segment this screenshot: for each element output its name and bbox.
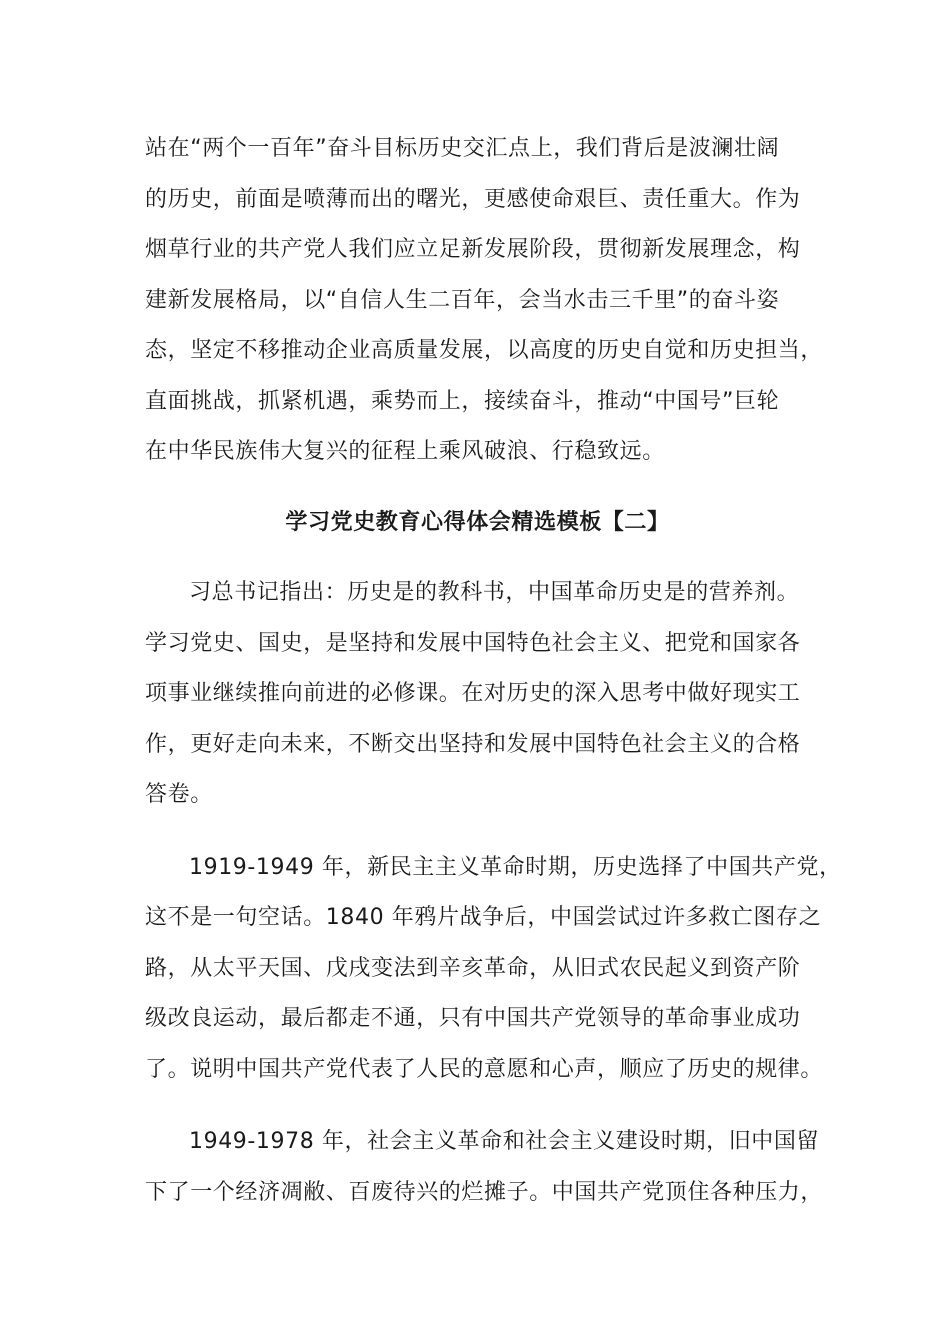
paragraph-line: 在中华民族伟大复兴的征程上乘风破浪、行稳致远。 (145, 439, 665, 464)
spacer (145, 478, 810, 498)
paragraph-line: 态，坚定不移推动企业高质量发展，以高度的历史自觉和历史担当， (145, 338, 824, 363)
paragraph-line: 站在“两个一百年”奋斗目标历史交汇点上，我们背后是波澜壮阔 (145, 136, 780, 161)
paragraph-line: 直面挑战，抓紧机遇，乘势而上，接续奋斗，推动“中国号”巨轮 (145, 388, 780, 414)
paragraph-line: 项事业继续推向前进的必修课。在对历史的深入思考中做好现实工 (145, 681, 801, 706)
paragraph-line: 路，从太平天国、戊戌变法到辛亥革命，从旧式农民起义到资产阶 (145, 955, 801, 981)
paragraph-4 (145, 1117, 824, 1218)
paragraph-line: 烟草行业的共产党人我们应立足新发展阶段，贯彻新发展理念，构 (145, 237, 801, 262)
paragraph-3 (145, 843, 842, 1096)
section-heading: 学习党史教育心得体会精选模板【二】 (285, 509, 670, 535)
spacer (145, 1095, 810, 1117)
paragraph-line: 1949-1978 年，社会主义革命和社会主义建设时期，旧中国留 (189, 1129, 820, 1154)
paragraph-line: 1919-1949 年，新民主主义革命时期，历史选择了中国共产党， (189, 854, 842, 880)
spacer (145, 821, 810, 843)
paragraph-1 (145, 124, 824, 478)
paragraph-line: 了。说明中国共产党代表了人民的意愿和心声，顺应了历史的规律。 (145, 1056, 824, 1082)
paragraph-line: 习总书记指出：历史是的教科书，中国革命历史是的营养剂。 (189, 580, 800, 605)
paragraph-line: 建新发展格局，以“自信人生二百年，会当水击三千里”的奋斗姿 (145, 287, 780, 313)
document-body (145, 124, 842, 1218)
paragraph-line: 的历史，前面是喷薄而出的曙光，更感使命艰巨、责任重大。作为 (145, 186, 801, 212)
paragraph-line: 答卷。 (145, 782, 213, 807)
paragraph-line: 作，更好走向未来，不断交出坚持和发展中国特色社会主义的合格 (145, 731, 801, 757)
paragraph-2 (145, 568, 810, 821)
paragraph-line: 级改良运动，最后都走不通，只有中国共产党领导的革命事业成功 (145, 1006, 801, 1031)
paragraph-line: 这不是一句空话。1840 年鸦片战争后，中国尝试过许多救亡图存之 (145, 905, 822, 930)
spacer (145, 548, 810, 568)
paragraph-line: 下了一个经济凋敝、百废待兴的烂摊子。中国共产党顶住各种压力， (145, 1179, 824, 1205)
paragraph-line: 学习党史、国史，是坚持和发展中国特色社会主义、把党和国家各 (145, 630, 801, 656)
